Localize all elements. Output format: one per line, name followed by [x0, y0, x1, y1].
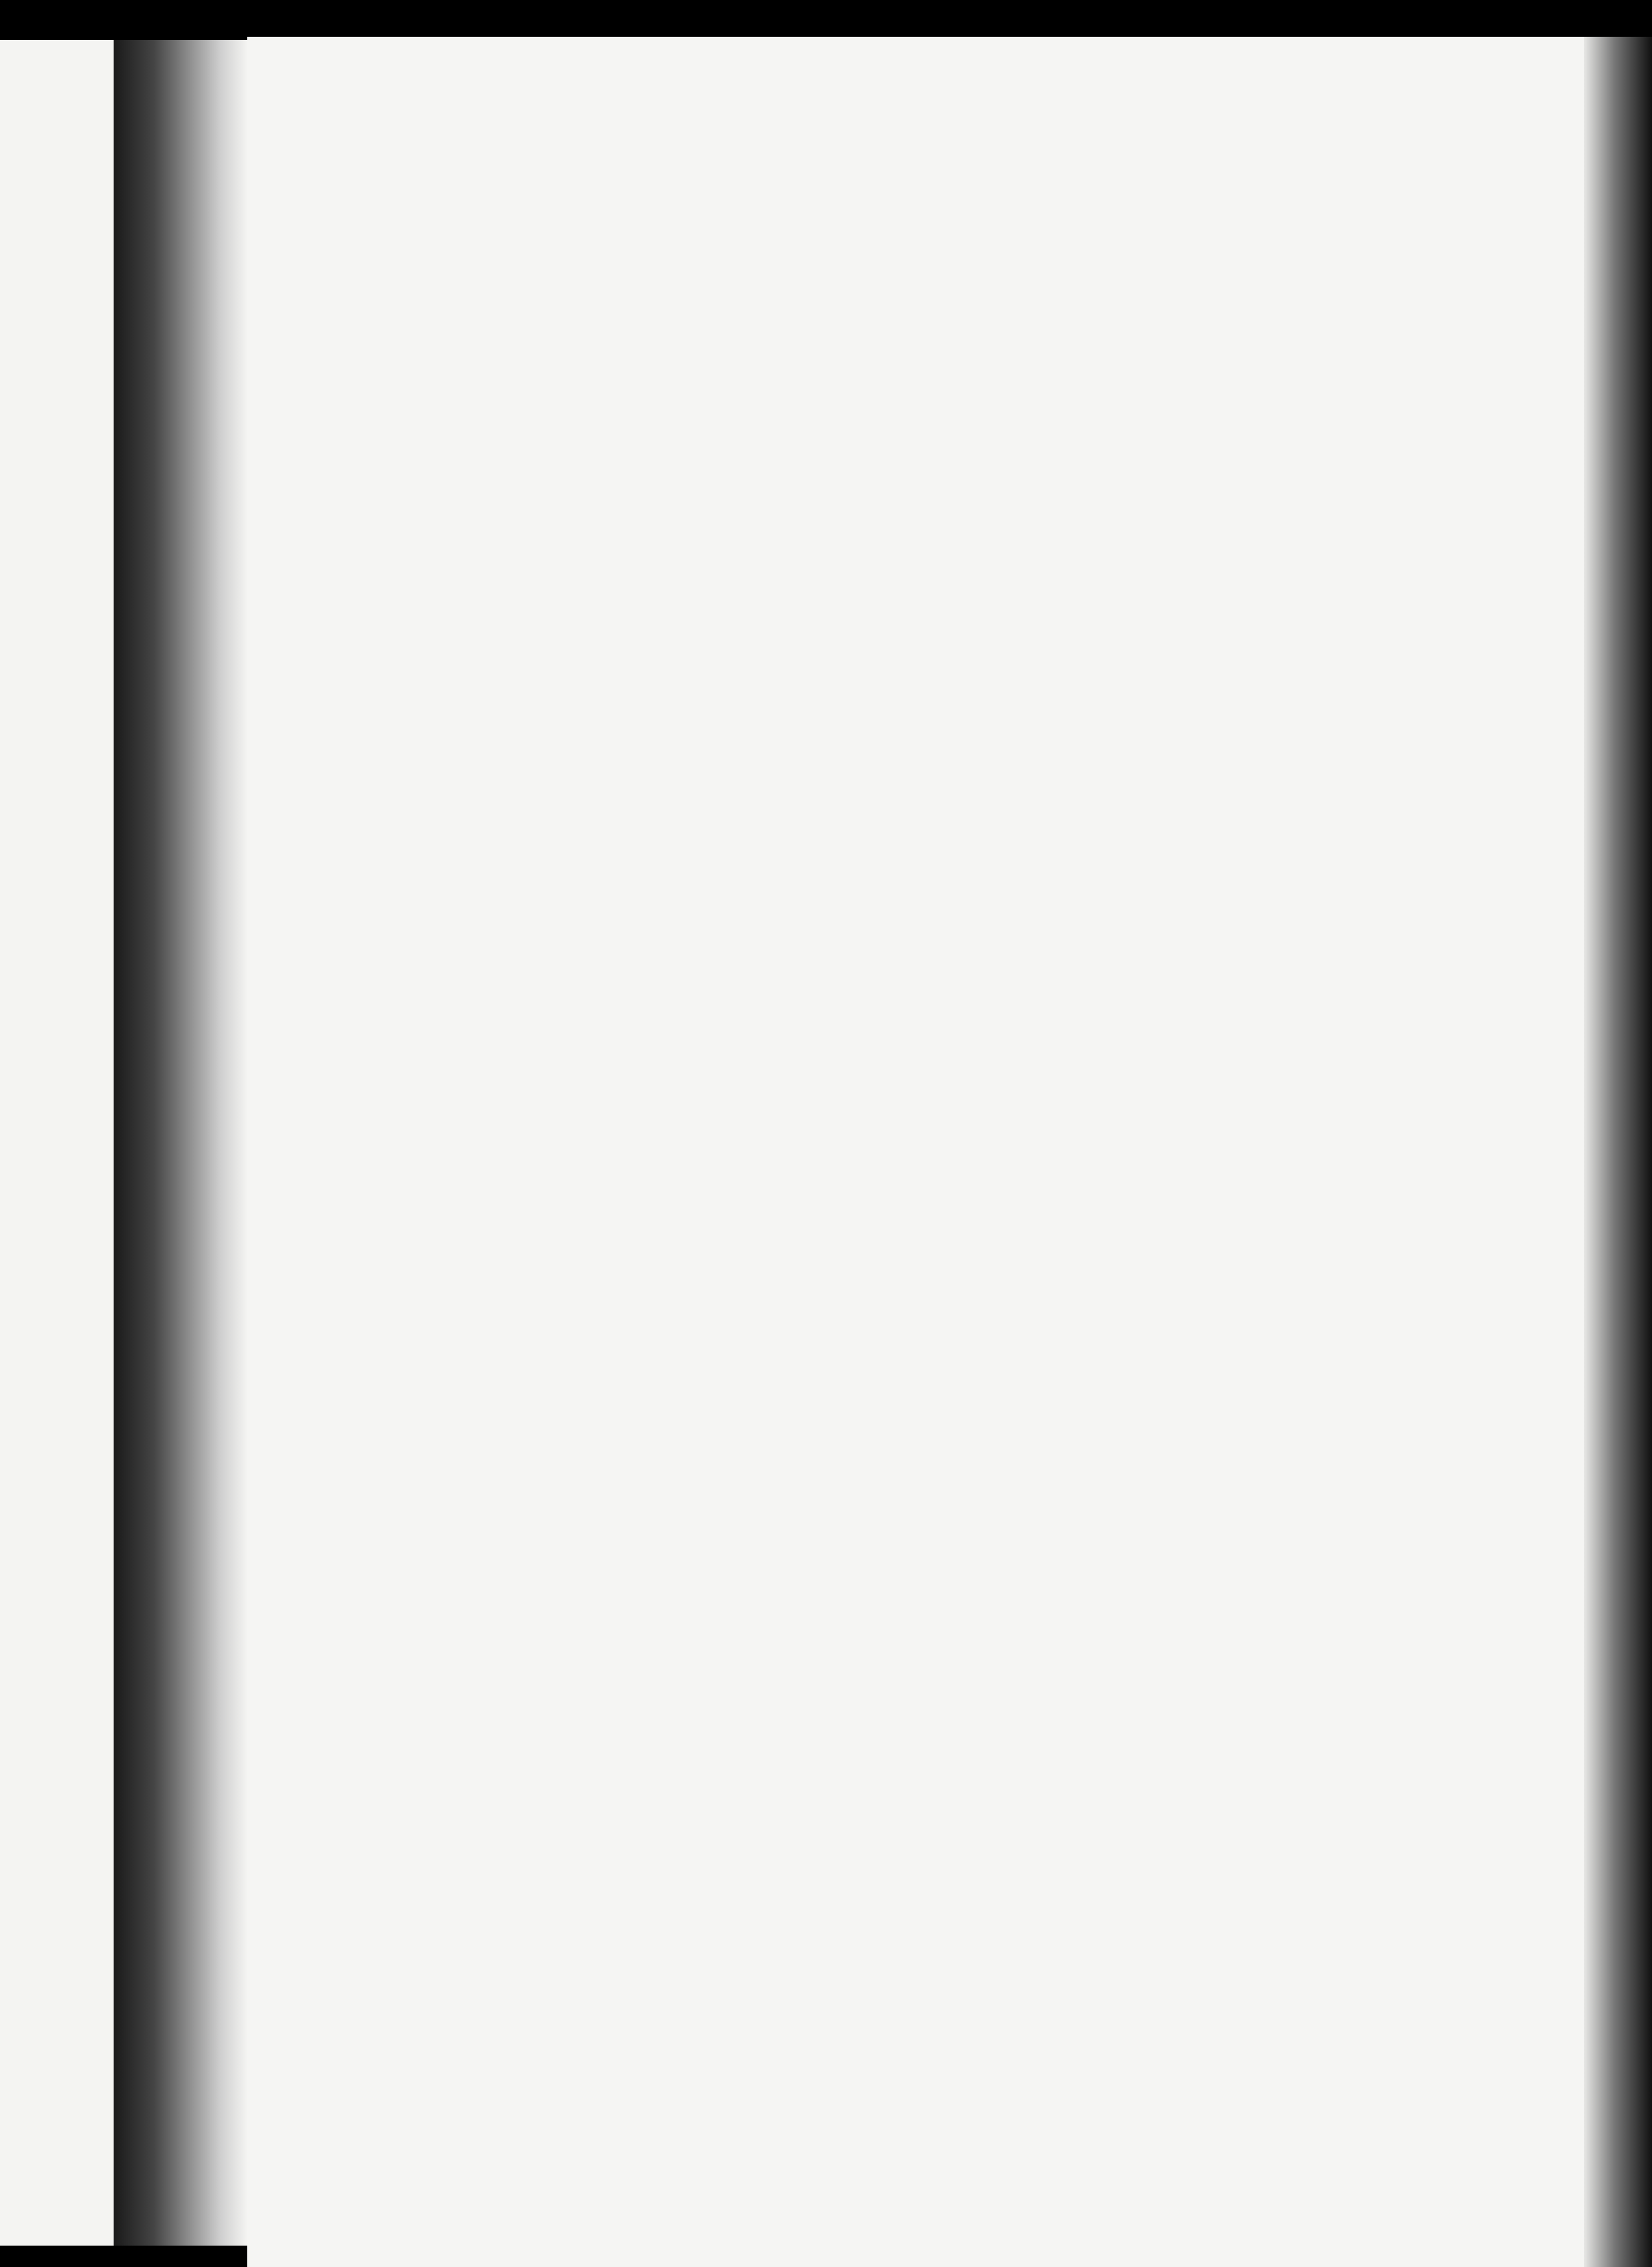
catalogue-entries [317, 343, 1290, 365]
page-footer [317, 1942, 1290, 1982]
book-page [247, 37, 1584, 2267]
facing-page-fragment [0, 40, 114, 2246]
page-header [317, 267, 1290, 307]
book-gutter [114, 40, 247, 2246]
page-edge-shadow [1584, 37, 1652, 2267]
